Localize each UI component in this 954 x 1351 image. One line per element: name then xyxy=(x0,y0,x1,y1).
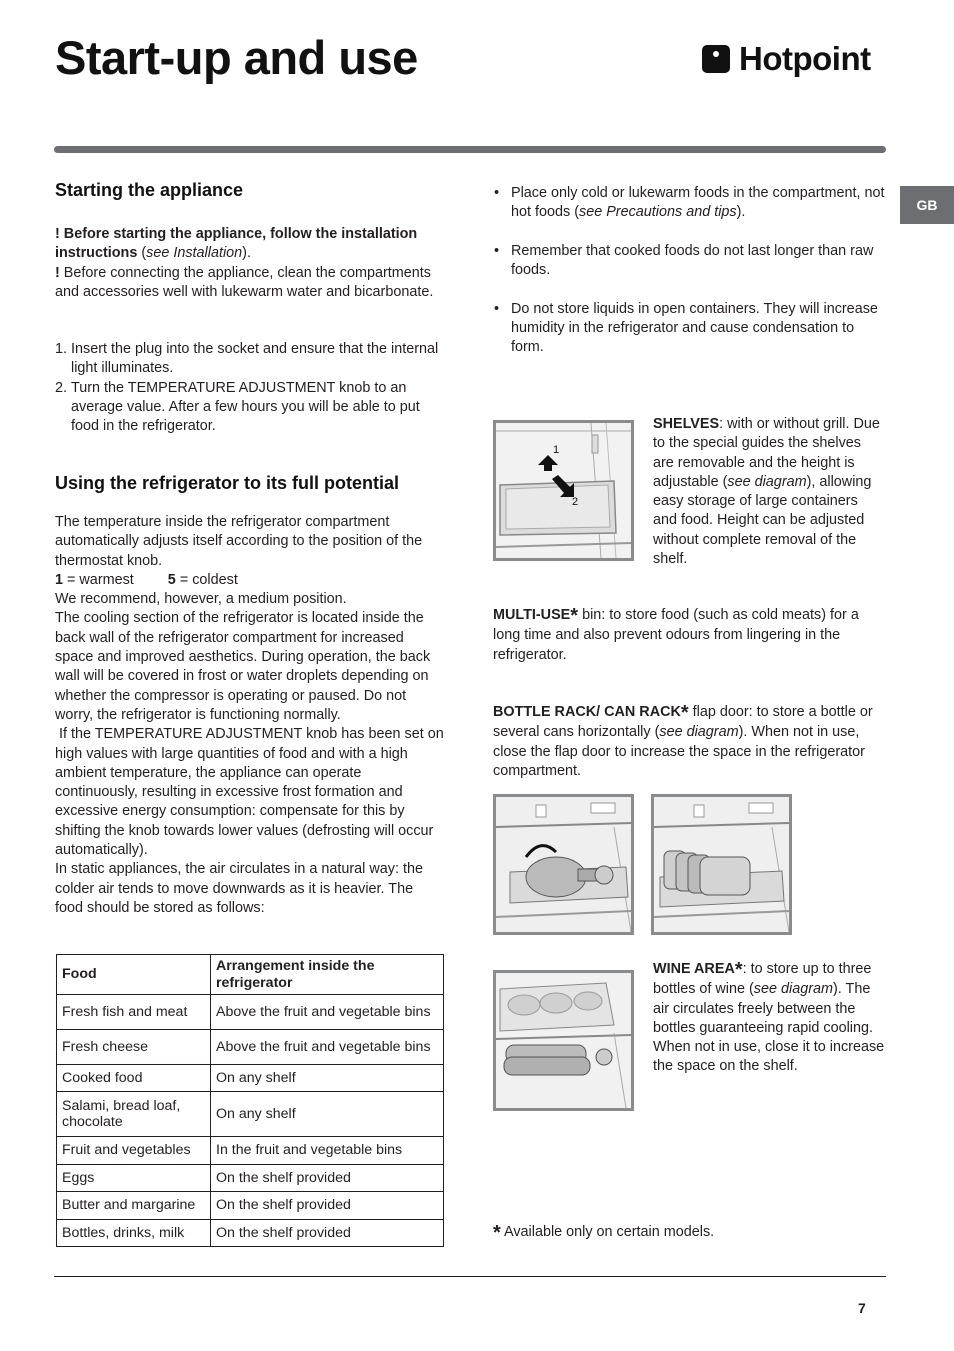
wine-area-description: WINE AREA*: to store up to three bottles of wine (see diagram). The air circulates freely between the bottles guaranteeing rapid cooling. When not in use, close it to increase the space on the shelf. xyxy=(653,959,885,1075)
using-intro: The temperature inside the refrigerator compartment automatically adjusts itself according to the position of the thermostat knob. xyxy=(55,514,423,569)
storage-tips xyxy=(493,184,885,377)
using-heading: Using the refrigerator to its full potential xyxy=(55,473,400,493)
list-item: • Remember that cooked foods do not last longer than raw foods. xyxy=(493,242,885,281)
step-item: 2. Turn the TEMPERATURE ADJUSTMENT knob to an average value. After a few hours you will be able to put food in the refrigerator. xyxy=(71,379,445,437)
bottle-rack-description: BOTTLE RACK/ CAN RACK* flap door: to store a bottle or several cans horizontally (see diagram). When not in use, close the flap door to increase the space in the refrigerator compartment. xyxy=(493,702,873,779)
list-item: • Do not store liquids in open containers. They will increase humidity in the refrigerator and cause condensation to form. xyxy=(493,300,885,358)
language-tab: GB xyxy=(900,186,954,224)
starting-warnings xyxy=(55,225,445,302)
table-row: Salami, bread loaf, chocolate On any shelf xyxy=(57,1092,444,1137)
warning-installation: ! Before starting the appliance, follow the installation instructions (see Installation). xyxy=(55,226,418,262)
using-high-values: If the TEMPERATURE ADJUSTMENT knob has been set on high values with large quantities of food and with a high ambient temperature, the appliance can operate continuously, resulting in excessive frost formation and excessive energy consumption: compensate for this by shifting the knob towards lower values (defrosting will occur automatically). xyxy=(55,726,444,859)
startup-steps xyxy=(55,340,445,436)
header-rule xyxy=(54,146,886,153)
shelves-description: SHELVES: with or without grill. Due to the special guides the shelves are removable and the height is adjustable (see diagram), allowing easy storage of large containers and food. Height can be adjusted without complete removal of the shelf. xyxy=(653,416,880,568)
brand-name: Hotpoint xyxy=(739,40,871,77)
table-row: Fresh fish and meat Above the fruit and vegetable bins xyxy=(57,995,444,1030)
shelves-diagram xyxy=(493,420,634,561)
knob-scale: 1 = warmest 5 = coldest xyxy=(55,571,238,588)
table-row: Fresh cheese Above the fruit and vegetable bins xyxy=(57,1030,444,1065)
starting-heading: Starting the appliance xyxy=(55,180,244,200)
page-number: 7 xyxy=(858,1300,866,1316)
step-item: 1. Insert the plug into the socket and ensure that the internal light illuminates. xyxy=(71,340,445,379)
shelf-step-2-label: 2 xyxy=(572,496,579,508)
table-header: Food xyxy=(57,955,211,995)
table-header-row xyxy=(57,955,444,995)
table-row: Butter and margarine On the shelf provided xyxy=(57,1192,444,1220)
wine-area-diagram xyxy=(493,970,634,1111)
footnote: * Available only on certain models. xyxy=(493,1222,715,1244)
using-cooling: The cooling section of the refrigerator is located inside the back wall of the refrigerator compartment for increased space and improved aesthetics. During operation, the back wall will be covered in frost or water droplets depending on whether the compressor is operating or paused. Do not worry, the refrigerator is functioning normally. xyxy=(55,610,431,723)
table-row: Fruit and vegetables In the fruit and vegetable bins xyxy=(57,1137,444,1165)
footer-rule xyxy=(54,1276,886,1277)
brand-logo xyxy=(702,40,871,78)
using-static: In static appliances, the air circulates in a natural way: the colder air tends to move downwards as it is heavier. The food should be stored as follows: xyxy=(55,861,423,916)
table-row: Eggs On the shelf provided xyxy=(57,1165,444,1192)
table-row: Cooked food On any shelf xyxy=(57,1065,444,1092)
food-storage-table xyxy=(56,954,444,1247)
shelf-step-1-label: 1 xyxy=(553,444,560,456)
page-title: Start-up and use xyxy=(55,31,418,84)
list-item: • Place only cold or lukewarm foods in the compartment, not hot foods (see Precautions and tips). xyxy=(493,184,885,223)
table-row: Bottles, drinks, milk On the shelf provided xyxy=(57,1220,444,1247)
using-recommend: We recommend, however, a medium position. xyxy=(55,591,347,608)
can-rack-diagram xyxy=(651,794,792,935)
warning-cleaning: ! Before connecting the appliance, clean the compartments and accessories well with lukewarm water and bicarbonate. xyxy=(55,264,434,300)
hotpoint-logo-icon xyxy=(702,45,730,73)
table-header: Arrangement inside the refrigerator xyxy=(211,955,444,995)
multi-use-description: MULTI-USE* bin: to store food (such as cold meats) for a long time and also prevent odours from lingering in the refrigerator. xyxy=(493,605,859,663)
using-body xyxy=(55,513,445,918)
bottle-rack-diagram xyxy=(493,794,634,935)
